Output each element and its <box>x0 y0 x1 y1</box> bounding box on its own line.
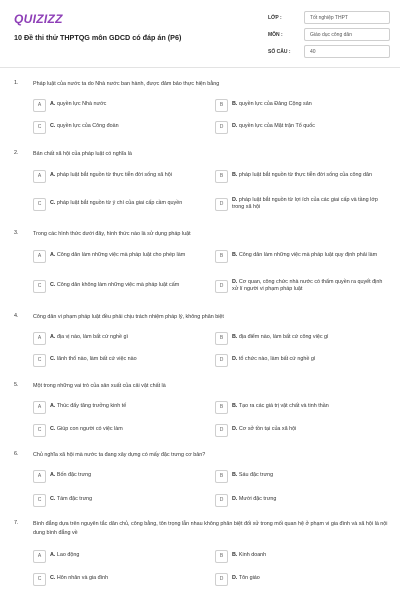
document-title: 10 Đề thi thử THPTQG môn GDCD có đáp án (P6) <box>14 33 182 42</box>
option-letter-box: B <box>215 550 228 563</box>
option-text: Lao động <box>56 552 80 559</box>
question-text: Chủ nghĩa xã hội mà nước ta đang xây dựng có mấy đặc trưng cơ bản? <box>33 452 206 458</box>
option-b[interactable] <box>215 166 390 186</box>
option-text: Công dân làm những việc mà pháp luật cho phép làm <box>56 252 186 259</box>
option-a[interactable] <box>33 546 208 566</box>
option-prefix: B. <box>232 172 238 179</box>
option-prefix: C. <box>50 123 56 130</box>
option-letter-box: C <box>33 424 46 437</box>
option-a[interactable] <box>33 246 208 266</box>
option-prefix: C. <box>50 356 56 363</box>
option-letter-box: B <box>215 170 228 183</box>
option-prefix: A. <box>50 172 56 179</box>
header-divider <box>0 67 400 68</box>
option-text: Bốn đặc trưng <box>56 472 92 479</box>
option-prefix: A. <box>50 403 56 410</box>
option-letter-box: B <box>215 401 228 414</box>
option-b[interactable] <box>215 246 390 266</box>
option-c[interactable] <box>33 490 208 510</box>
option-c[interactable] <box>33 194 208 214</box>
option-letter-box: C <box>33 354 46 367</box>
option-text: Giúp con người có việc làm <box>56 426 123 433</box>
option-c[interactable] <box>33 569 208 589</box>
option-text: Sáu đặc trưng <box>238 472 274 479</box>
option-letter-box: C <box>33 121 46 134</box>
option-text: quyền lực của Công đoàn <box>56 123 119 130</box>
option-prefix: C. <box>50 426 56 433</box>
option-prefix: D. <box>232 196 238 203</box>
question-number: 5. <box>14 382 19 388</box>
option-text: pháp luật bắt nguồn từ thực tiễn đời sống của công dân <box>238 172 372 179</box>
meta-panel <box>268 10 390 61</box>
option-a[interactable] <box>33 166 208 186</box>
question-text: Bản chất xã hội của pháp luật có nghĩa là <box>33 151 132 157</box>
option-c[interactable] <box>33 276 208 296</box>
option-prefix: D. <box>232 575 238 582</box>
option-letter-box: A <box>33 99 46 112</box>
option-text: pháp luật bắt nguồn từ ý chí của giai cấp cầm quyền <box>56 200 183 207</box>
option-text: Hôn nhân và gia đình <box>56 575 109 582</box>
option-prefix: B. <box>232 334 238 341</box>
option-text: Tôn giáo <box>238 575 260 582</box>
meta-key: SỐ CÂU : <box>268 48 291 55</box>
option-prefix: A. <box>50 334 56 341</box>
option-c[interactable] <box>33 350 208 370</box>
option-prefix: C. <box>50 575 56 582</box>
option-text: quyền lực của Đảng Cộng sản <box>238 101 312 108</box>
option-text: lãnh thổ nào, làm bất cứ việc nào <box>56 356 137 363</box>
option-text: quyền lực của Mặt trận Tổ quốc <box>238 123 315 130</box>
option-letter-box: C <box>33 573 46 586</box>
option-letter-box: A <box>33 401 46 414</box>
option-c[interactable] <box>33 117 208 137</box>
option-prefix: D. <box>232 426 238 433</box>
option-letter-box: D <box>215 573 228 586</box>
option-text: pháp luật bắt nguồn từ lợi ích của các giai cấp và tầng lớp trong xã hội <box>232 196 378 210</box>
option-d[interactable] <box>215 420 390 440</box>
option-b[interactable] <box>215 466 390 486</box>
option-text: Kinh doanh <box>238 552 267 559</box>
option-d[interactable] <box>215 276 390 296</box>
option-text: Công dân làm những việc mà pháp luật quy định phải làm <box>238 252 378 259</box>
question-number: 1. <box>14 80 19 86</box>
option-letter-box: D <box>215 424 228 437</box>
option-prefix: B. <box>232 552 238 559</box>
question-number: 3. <box>14 230 19 236</box>
option-b[interactable] <box>215 95 390 115</box>
quizizz-logo: QUIZIZZ <box>14 12 63 26</box>
option-text: quyền lực Nhà nước <box>56 101 107 108</box>
option-prefix: C. <box>50 200 56 207</box>
meta-key: MÔN : <box>268 31 283 38</box>
option-prefix: C. <box>50 496 56 503</box>
question-text: Công dân vi phạm pháp luật đều phải chịu trách nhiệm pháp lý, không phân biệt <box>33 314 224 320</box>
option-d[interactable] <box>215 350 390 370</box>
option-prefix: A. <box>50 472 56 479</box>
question-text: Bình đẳng dựa trên nguyên tắc dân chủ, công bằng, tôn trọng lẫn nhau không phân biệt đối xử trong mối quan hệ ở phạm vi gia đình và xã hội là nội dung bình đẳng về <box>33 521 388 536</box>
option-letter-box: B <box>215 250 228 263</box>
option-c[interactable] <box>33 420 208 440</box>
option-letter-box: B <box>215 332 228 345</box>
option-letter-box: C <box>33 198 46 211</box>
meta-row-subject <box>268 27 390 42</box>
option-text: Mười đặc trưng <box>238 496 277 503</box>
option-text: Tám đặc trưng <box>56 496 93 503</box>
option-prefix: B. <box>232 101 238 108</box>
option-letter-box: D <box>215 121 228 134</box>
option-b[interactable] <box>215 546 390 566</box>
option-prefix: B. <box>232 252 238 259</box>
option-prefix: B. <box>232 403 238 410</box>
option-letter-box: C <box>33 494 46 507</box>
option-a[interactable] <box>33 397 208 417</box>
meta-value: Giáo dục công dân <box>304 28 390 41</box>
option-text: Tạo ra các giá trị vật chất và tinh thần <box>238 403 329 410</box>
option-letter-box: A <box>33 470 46 483</box>
option-letter-box: C <box>33 280 46 293</box>
option-letter-box: A <box>33 550 46 563</box>
option-letter-box: A <box>33 250 46 263</box>
document-header <box>0 0 400 68</box>
meta-row-count <box>268 44 390 59</box>
option-text: Cơ quan, công chức nhà nước có thẩm quyền ra quyết định xử lí người vi phạm pháp luật <box>232 278 383 292</box>
question-number: 4. <box>14 313 19 319</box>
question-number: 6. <box>14 451 19 457</box>
option-letter-box: D <box>215 280 228 293</box>
option-text: tổ chức nào, làm bất cứ nghề gì <box>238 356 316 363</box>
option-a[interactable] <box>33 328 208 348</box>
option-prefix: A. <box>50 101 56 108</box>
option-prefix: D. <box>232 278 238 285</box>
option-text: Cơ sở tồn tại của xã hội <box>238 426 297 433</box>
option-a[interactable] <box>33 466 208 486</box>
option-prefix: A. <box>50 552 56 559</box>
option-b[interactable] <box>215 328 390 348</box>
question-text: Pháp luật của nước ta do Nhà nước ban hành, được đảm bảo thực hiện bằng <box>33 81 220 87</box>
option-letter-box: A <box>33 170 46 183</box>
option-prefix: D. <box>232 496 238 503</box>
option-prefix: D. <box>232 123 238 130</box>
option-d[interactable] <box>215 569 390 589</box>
meta-value: 40 <box>304 45 390 58</box>
option-prefix: D. <box>232 356 238 363</box>
option-a[interactable] <box>33 95 208 115</box>
question-number: 7. <box>14 520 19 526</box>
option-letter-box: B <box>215 99 228 112</box>
option-d[interactable] <box>215 117 390 137</box>
option-prefix: C. <box>50 282 56 289</box>
option-letter-box: A <box>33 332 46 345</box>
meta-row-class <box>268 10 390 25</box>
option-d[interactable] <box>215 490 390 510</box>
question-text: Một trong những vai trò của sản xuất của cải vật chất là <box>33 383 166 389</box>
option-text: Công dân không làm những việc mà pháp luật cấm <box>56 282 180 289</box>
option-letter-box: D <box>215 494 228 507</box>
meta-value: Tốt nghiệp THPT <box>304 11 390 24</box>
option-text: pháp luật bắt nguồn từ thực tiễn đời sống xã hội <box>56 172 172 179</box>
meta-key: LỚP : <box>268 14 282 21</box>
option-letter-box: D <box>215 198 228 211</box>
option-d[interactable] <box>215 194 390 214</box>
option-letter-box: B <box>215 470 228 483</box>
option-text: địa vị nào, làm bất cứ nghề gì <box>56 334 128 341</box>
option-letter-box: D <box>215 354 228 367</box>
question-number: 2. <box>14 150 19 156</box>
option-prefix: B. <box>232 472 238 479</box>
question-text: Trong các hình thức dưới đây, hình thức nào là sử dụng pháp luật <box>33 231 191 237</box>
option-text: địa điểm nào, làm bất cứ công việc gì <box>238 334 329 341</box>
option-prefix: A. <box>50 252 56 259</box>
option-text: Thúc đẩy tăng trưởng kinh tế <box>56 403 127 410</box>
option-b[interactable] <box>215 397 390 417</box>
